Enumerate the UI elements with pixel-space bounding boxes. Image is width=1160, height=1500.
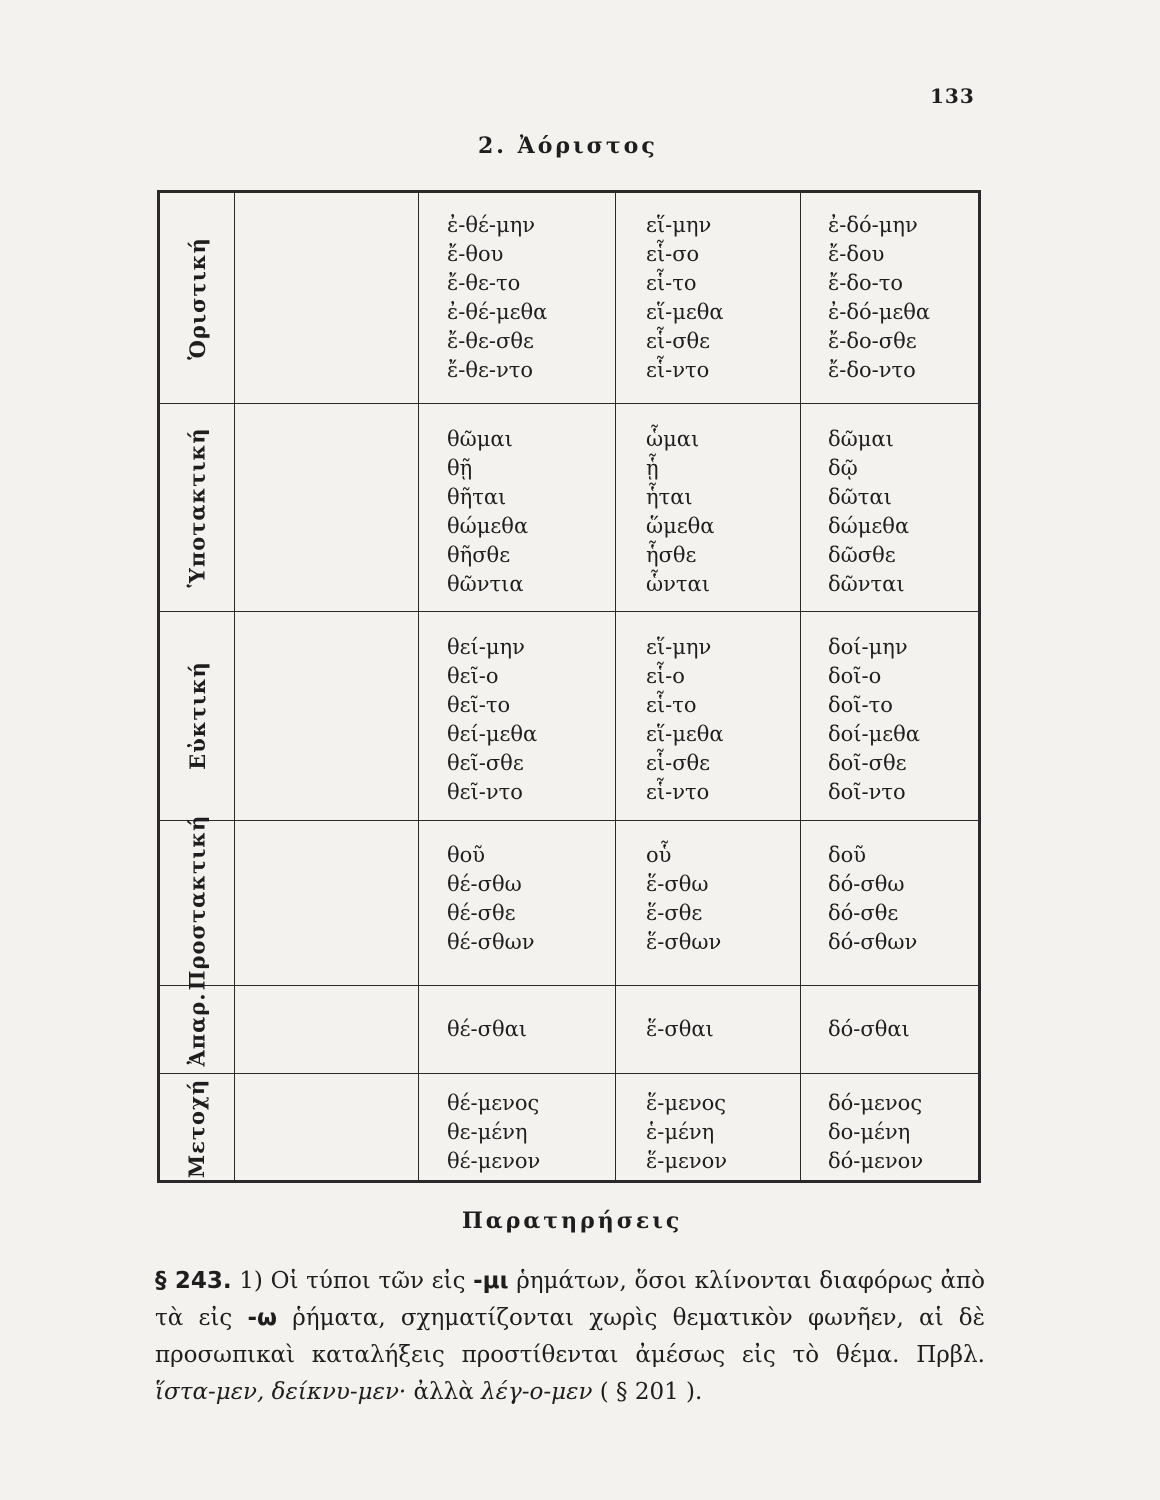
table-hline: [160, 985, 978, 986]
form-cell: εἵ-μην εἷ-ο εἷ-το εἵ-μεθα εἷ-σθε εἷ-ντο: [646, 635, 724, 804]
table-vline: [234, 193, 235, 1180]
paragraph-bold: -μι: [473, 1268, 509, 1294]
form-cell: ἕ-σθαι: [646, 1017, 714, 1041]
paragraph-bold: -ω: [247, 1305, 278, 1331]
remarks-heading: Παρατηρήσεις: [462, 1208, 683, 1234]
form-cell: θεί-μην θεῖ-ο θεῖ-το θεί-μεθα θεῖ-σθε θεῖ-ντο: [447, 635, 538, 804]
mood-label-indicative: Ὁριστική: [184, 236, 210, 360]
form-cell: οὗ ἕ-σθω ἕ-σθε ἕ-σθων: [646, 843, 722, 954]
paragraph-text: ῥημάτων, ὅσοι κλίνονται διαφόρως ἀπὸ τὰ εἰς: [155, 1268, 985, 1331]
form-cell: δό-σθαι: [828, 1017, 910, 1041]
form-cell: ἐ-δό-μην ἔ-δου ἔ-δο-το ἐ-δό-μεθα ἔ-δο-σθε ἔ-δο-ντο: [828, 213, 931, 382]
paragraph-text: ἀλλὰ: [406, 1379, 482, 1405]
mood-label-imperative: Προστακτική: [184, 814, 210, 991]
form-cell: θῶμαι θῇ θῆται θώμεθα θῆσθε θῶντια: [447, 427, 529, 596]
table-hline: [160, 611, 978, 612]
form-cell: θοῦ θέ-σθω θέ-σθε θέ-σθων: [447, 843, 535, 954]
table-hline: [160, 820, 978, 821]
mood-label-subjunctive: Ὑποτακτική: [184, 426, 210, 588]
paragraph-text: ( § 201 ).: [592, 1379, 703, 1405]
section-title: 2. Ἀόριστος: [478, 133, 658, 159]
paragraph-example: λέγ-ο-μεν: [481, 1379, 593, 1405]
form-cell: δό-μενος δο-μένη δό-μενον: [828, 1091, 924, 1173]
table-vline: [615, 193, 616, 1180]
paragraph-example: ἵστα-μεν, δείκνυ-μεν·: [155, 1379, 407, 1405]
mood-label-infinitive: Ἀπαρ.: [184, 991, 210, 1067]
paragraph-243: [155, 1263, 985, 1411]
paragraph-text: ῥήματα, σχηματίζονται χωρὶς θεματικὸν φωνῆεν, αἱ δὲ προσωπικαὶ καταλήξεις προστίθενται ἀμέσως εἰς τὸ θέμα. Πρβλ.: [155, 1305, 985, 1368]
form-cell: ἐ-θέ-μην ἔ-θου ἔ-θε-το ἐ-θέ-μεθα ἔ-θε-σθε ἔ-θε-ντο: [447, 213, 548, 382]
form-cell: εἵ-μην εἷ-σο εἷ-το εἵ-μεθα εἷ-σθε εἷ-ντο: [646, 213, 724, 382]
mood-label-optative: Εὐκτική: [184, 661, 210, 770]
table-hline: [160, 403, 978, 404]
mood-label-participle: Μετοχή: [184, 1078, 210, 1178]
form-cell: θέ-μενος θε-μένη θέ-μενον: [447, 1091, 541, 1173]
form-cell: δῶμαι δῷ δῶται δώμεθα δῶσθε δῶνται: [828, 427, 910, 596]
form-cell: θέ-σθαι: [447, 1017, 528, 1041]
form-cell: ὧμαι ᾗ ἧται ὥμεθα ἧσθε ὧνται: [646, 427, 715, 596]
page-number: 133: [930, 84, 975, 108]
paragraph-text: 1) Οἱ τύποι τῶν εἰς: [231, 1268, 474, 1294]
conjugation-table: [157, 190, 981, 1183]
table-vline: [800, 193, 801, 1180]
form-cell: δοί-μην δοῖ-ο δοῖ-το δοί-μεθα δοῖ-σθε δοῖ-ντο: [828, 635, 920, 804]
section-number: § 243.: [155, 1268, 232, 1294]
table-vline: [418, 193, 419, 1180]
form-cell: ἕ-μενος ἑ-μένη ἕ-μενον: [646, 1091, 728, 1173]
form-cell: δοῦ δό-σθω δό-σθε δό-σθων: [828, 843, 918, 954]
table-hline: [160, 1073, 978, 1074]
